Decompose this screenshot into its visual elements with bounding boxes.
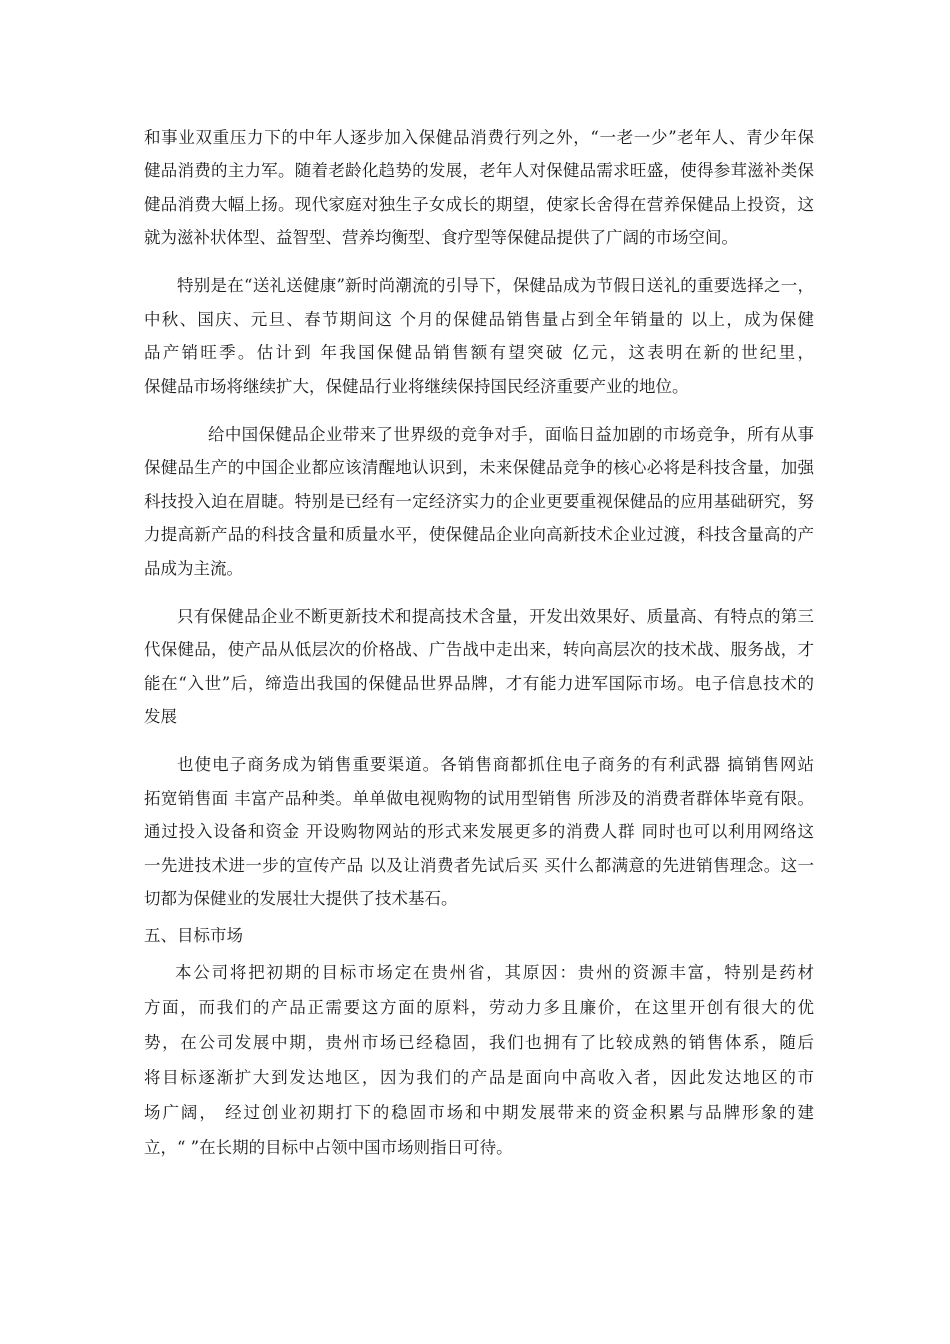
paragraph-6-line-2: 方面，而我们的产品正需要这方面的原料，劳动力多且廉价，在这里开创有很大的优 [144,998,814,1017]
paragraph-6-line-6: 立，“ ”在长期的目标中占领中国市场则指日可待。 [144,1138,513,1157]
paragraph-5-line-4: 一先进技术进一步的宣传产品 以及让消费者先试后买 买什么都满意的先进销售理念。这一 [144,856,814,875]
paragraph-3-line-2: 保健品生产的中国企业都应该清醒地认识到，未来保健品竞争的核心必将是科技含量，加强 [144,458,814,477]
paragraph-6-line-5: 场广阔， 经过创业初期打下的稳固市场和中期发展带来的资金积累与品牌形象的建 [144,1103,814,1122]
paragraph-2-line-3: 品产销旺季。估计到 年我国保健品销售额有望突破 亿元，这表明在新的世纪里， [144,343,814,362]
paragraph-5-line-1: 也使电子商务成为销售重要渠道。各销售商都抓住电子商务的有利武器 搞销售网站 [177,755,814,774]
paragraph-3-line-5: 品成为主流。 [144,559,243,578]
paragraph-4-line-2: 代保健品，使产品从低层次的价格战、广告战中走出来，转向高层次的技术战、服务战，才 [144,640,814,659]
paragraph-3-line-3: 科技投入迫在眉睫。特别是已经有一定经济实力的企业更要重视保健品的应用基础研究，努 [144,492,814,511]
paragraph-4-line-3: 能在“入世”后，缔造出我国的保健品世界品牌，才有能力进军国际市场。电子信息技术的 [144,674,814,693]
paragraph-2-line-4: 保健品市场将继续扩大，保健品行业将继续保持国民经济重要产业的地位。 [144,377,689,396]
paragraph-4-line-1: 只有保健品企业不断更新技术和提高技术含量，开发出效果好、质量高、有特点的第三 [177,607,814,626]
paragraph-6-line-1: 本公司将把初期的目标市场定在贵州省，其原因：贵州的资源丰富，特别是药材 [175,963,814,982]
paragraph-1-line-4: 就为滋补状体型、益智型、营养均衡型、食疗型等保健品提供了广阔的市场空间。 [144,228,738,247]
paragraph-2-line-1: 特别是在“送礼送健康”新时尚潮流的引导下，保健品成为节假日送礼的重要选择之一， [177,276,814,295]
paragraph-2-line-2: 中秋、国庆、元旦、春节期间这 个月的保健品销售量占到全年销量的 以上，成为保健 [144,310,814,329]
paragraph-1-line-1: 和事业双重压力下的中年人逐步加入保健品消费行列之外，“一老一少”老年人、青少年保 [144,128,814,147]
paragraph-5-line-5: 切都为保健业的发展壮大提供了技术基石。 [144,889,458,908]
section-heading: 五、目标市场 [144,926,243,945]
paragraph-5-line-2: 拓宽销售面 丰富产品种类。单单做电视购物的试用型销售 所涉及的消费者群体毕竟有限。 [144,789,814,808]
paragraph-1-line-2: 健品消费的主力军。随着老龄化趋势的发展，老年人对保健品需求旺盛，使得参茸滋补类保 [144,161,814,180]
paragraph-6-line-4: 将目标逐渐扩大到发达地区，因为我们的产品是面向中高收入者，因此发达地区的市 [144,1068,814,1087]
paragraph-6-line-3: 势，在公司发展中期，贵州市场已经稳固，我们也拥有了比较成熟的销售体系，随后 [144,1033,814,1052]
paragraph-1-line-3: 健品消费大幅上扬。现代家庭对独生子女成长的期望，使家长舍得在营养保健品上投资，这 [144,195,814,214]
paragraph-3-line-1: 给中国保健品企业带来了世界级的竞争对手，面临日益加剧的市场竞争，所有从事 [208,425,814,444]
paragraph-5-line-3: 通过投入设备和资金 开设购物网站的形式来发展更多的消费人群 同时也可以利用网络这 [144,822,814,841]
paragraph-3-line-4: 力提高新产品的科技含量和质量水平，使保健品企业向高新技术企业过渡，科技含量高的产 [144,525,814,544]
paragraph-4-line-4: 发展 [144,707,177,726]
